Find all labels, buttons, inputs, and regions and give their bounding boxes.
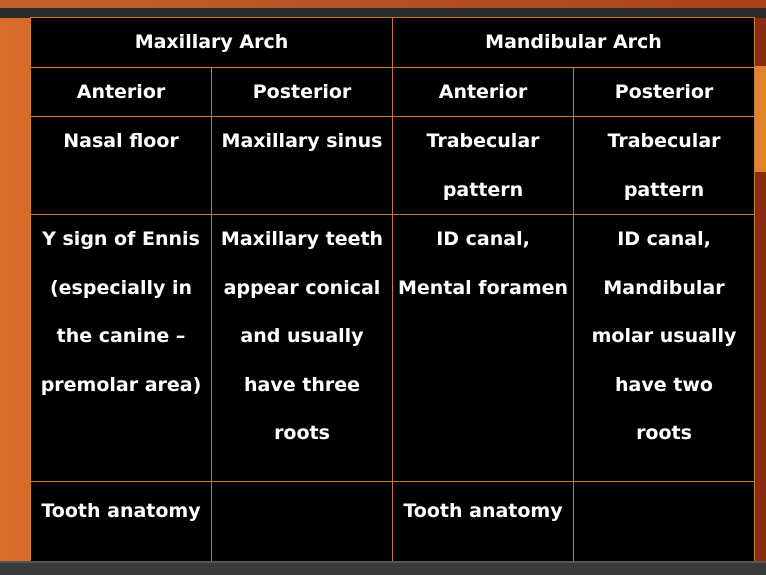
table-cell: Tooth anatomy xyxy=(393,482,574,572)
table-cell: Tooth anatomy xyxy=(31,482,212,572)
header-maxillary-arch: Maxillary Arch xyxy=(31,18,393,68)
table-cell xyxy=(574,482,755,572)
table-cell: Trabecular pattern xyxy=(393,117,574,215)
arch-comparison-table xyxy=(30,17,755,572)
table-cell: Maxillary sinus xyxy=(212,117,393,215)
table-cell: Nasal floor xyxy=(31,117,212,215)
subheader-mandibular-posterior: Posterior xyxy=(574,67,755,117)
table-row xyxy=(31,215,755,482)
table-row xyxy=(31,482,755,572)
table-cell: Maxillary teeth appear conical and usually have three roots xyxy=(212,215,393,482)
header-mandibular-arch: Mandibular Arch xyxy=(393,18,755,68)
subheader-maxillary-posterior: Posterior xyxy=(212,67,393,117)
table-cell: Trabecular pattern xyxy=(574,117,755,215)
slide-bottom-bar xyxy=(0,561,766,575)
table-cell: ID canal, Mental foramen xyxy=(393,215,574,482)
table-subheader-row xyxy=(31,67,755,117)
table-header-row xyxy=(31,18,755,68)
slide-edge-tab xyxy=(754,66,766,172)
table-cell xyxy=(212,482,393,572)
table-cell: Y sign of Ennis (especially in the canine – premolar area) xyxy=(31,215,212,482)
table-row xyxy=(31,117,755,215)
table-cell: ID canal, Mandibular molar usually have two roots xyxy=(574,215,755,482)
slide-top-accent xyxy=(0,0,766,8)
subheader-maxillary-anterior: Anterior xyxy=(31,67,212,117)
subheader-mandibular-anterior: Anterior xyxy=(393,67,574,117)
